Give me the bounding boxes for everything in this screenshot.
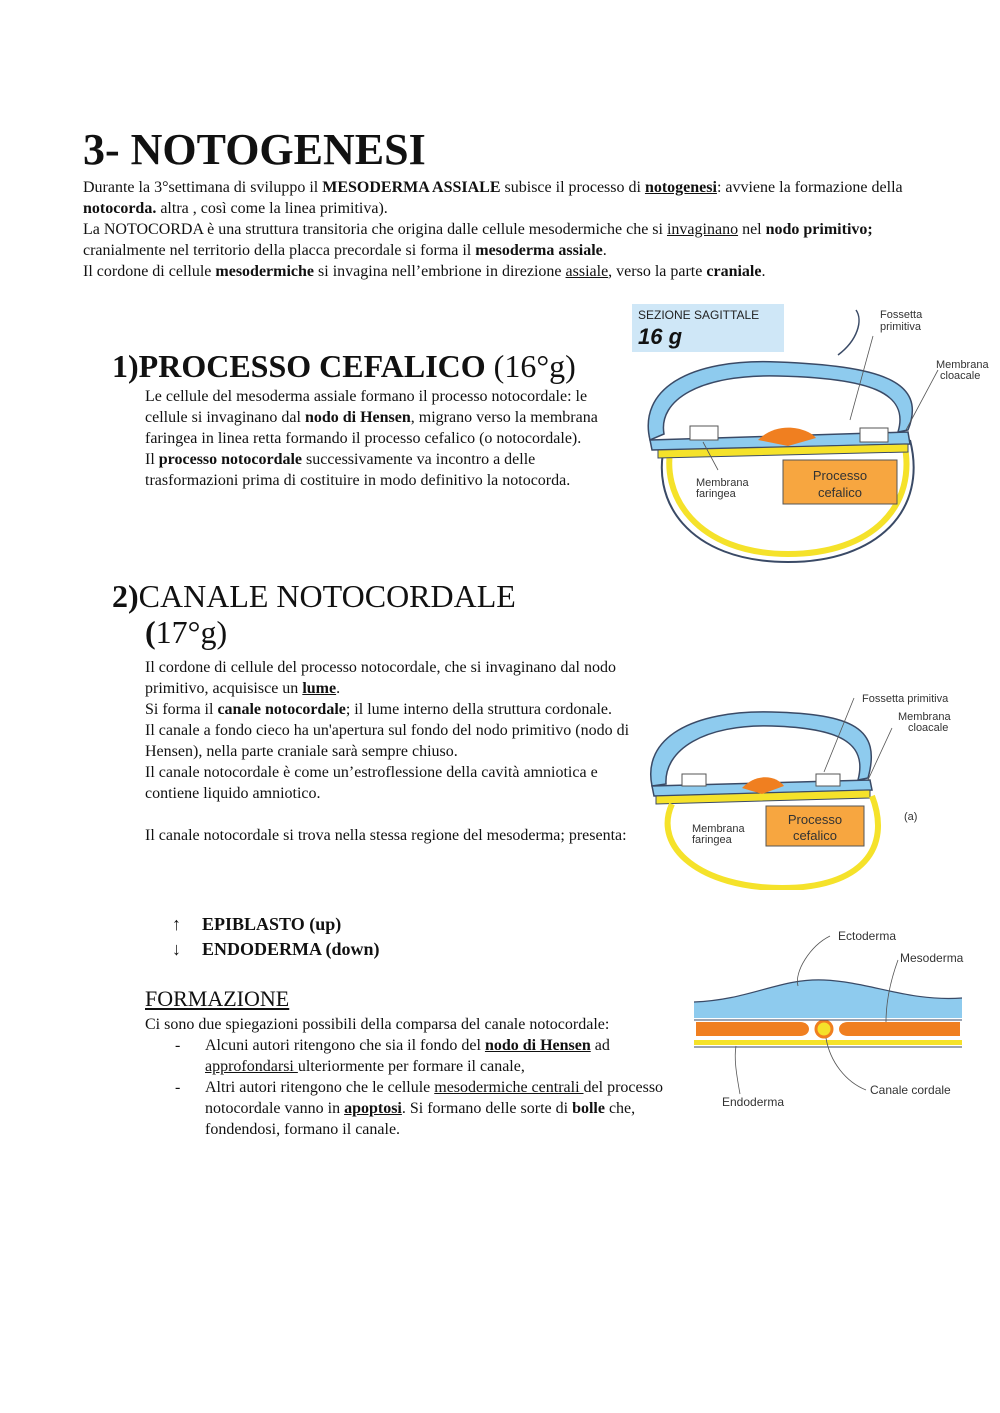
section2-paragraph-1: Il cordone di cellule del processo notocordale, che si invaginano dal nodo primitivo, acquisisce un lume. [145,659,616,697]
page-title: 3- NOTOGENESI [83,125,426,174]
layer-item-endoderma: ↓ ENDODERMA (down) [172,937,380,962]
figure2-box-line1: Processo [787,812,843,827]
section2-paragraph-4: Il canale notocordale è come un’estroflessione della cavità amniotica e contiene liquido amniotico. [145,764,598,802]
figure2-box-line2: cefalico [792,828,838,843]
figure-canale-cordale-section [690,922,964,1112]
figure-canale-notocordale [642,688,962,890]
figure3-label-ectoderma: Ectoderma [838,929,897,943]
figure3-pointer-endoderma [735,1046,740,1094]
section1-heading: 1)PROCESSO CEFALICO (16°g) [112,348,576,384]
figure2-label-faringea: faringea [692,834,732,846]
figure3-label-endoderma: Endoderma [722,1095,785,1109]
figure2-label-membrana-cl: Membrana [898,711,951,723]
section2-heading: 2)CANALE NOTOCORDALE (17°g) [112,578,516,650]
figure1-box-line2: cefalico [817,485,863,500]
section2-paragraph-2: Si forma il canale notocordale; il lume interno della struttura cordonale. [145,701,612,718]
section2-paragraph-3: Il canale a fondo cieco ha un'apertura sul fondo del nodo primitivo (nodo di Hensen), nella parte craniale sarà sempre chiuso. [145,722,630,760]
up-arrow-icon: ↑ [172,914,181,934]
figure1-label-membrana-cl: Membrana [936,359,989,371]
figure1-membrana-faringea-mark [690,426,718,440]
figure3-ectoderm [694,980,962,1018]
figure1-label-primitiva: primitiva [880,321,921,333]
list-item: - Altri autori ritengono che le cellule mesodermiche centrali del processo notocordale vanno in apoptosi. Si formano delle sorte di bolle che, fondendosi, formano il canale. [175,1079,664,1138]
figure2-membrana-cloacale-mark [816,774,840,786]
figure1-membrana-cloacale-mark [860,428,888,442]
layer-item-epiblasto: ↑ EPIBLASTO (up) [172,912,380,937]
figure3-endoderm [694,1040,962,1045]
figure1-label-cloacale: cloacale [940,370,981,382]
intro-line-2: La NOTOCORDA è una struttura transitoria che origina dalle cellule mesodermiche che si invaginano nel nodo primitivo; cranialmente nel territorio della placca precordale si forma il mesoderma assiale. [83,221,873,259]
down-arrow-icon: ↓ [172,939,181,959]
section1-body [145,386,613,491]
section1-paragraph-2: Il processo notocordale successivamente va incontro a delle trasformazioni prima di costituire in modo definitivo la notocorda. [145,451,571,489]
figure1-day: 16 g [638,324,683,349]
list-item: - Alcuni autori ritengono che sia il fondo del nodo di Hensen ad approfondarsi ulteriormente per formare il canale, [175,1037,610,1075]
section1-paragraph-1: Le cellule del mesoderma assiale formano il processo notocordale: le cellule si invaginano dal nodo di Hensen, migrano verso la membrana faringea in linea retta formando il processo cefalico (o notocordale). [145,388,598,447]
intro-line-1: Durante la 3°settimana di sviluppo il MESODERMA ASSIALE subisce il processo di notogenesi: avviene la formazione della notocorda. altra , così come la linea primitiva). [83,179,903,217]
figure2-label-cloacale: cloacale [908,722,949,734]
layer-list [172,912,380,962]
intro-line-3: Il cordone di cellule mesodermiche si invagina nell’embrione in direzione assiale, verso la parte craniale. [83,263,766,280]
figure3-label-mesoderma: Mesoderma [900,951,964,965]
figure1-stalk [838,310,859,355]
figure1-label-faringea: faringea [696,488,736,500]
figure1-label-membrana-f: Membrana [696,477,749,489]
formazione-list [145,1035,675,1140]
figure2-label-fossetta: Fossetta primitiva [862,693,949,705]
figure1-label-fossetta: Fossetta [880,309,923,321]
intro-text [83,177,943,282]
figure3-mesoderm-right [839,1022,960,1036]
figure1-header: SEZIONE SAGITTALE [638,308,760,322]
figure2-tag: (a) [904,811,918,823]
figure-sagittal-16g [628,300,998,572]
formazione-intro: Ci sono due spiegazioni possibili della comparsa del canale notocordale: [145,1016,610,1033]
figure1-box-line1: Processo [812,468,868,483]
figure2-membrana-faringea-mark [682,774,706,786]
figure3-label-canale: Canale cordale [870,1083,951,1097]
figure2-label-membrana-f: Membrana [692,823,745,835]
formazione-body [145,1014,675,1140]
figure3-pointer-canale [826,1038,866,1090]
figure3-mesoderm-left [696,1022,809,1036]
section2-body [145,657,635,846]
figure3-pointer-ectoderma [797,936,830,986]
section2-paragraph-5: Il canale notocordale si trova nella stessa regione del mesoderma; presenta: [145,827,627,844]
figure3-canale [816,1021,832,1037]
formazione-heading: FORMAZIONE [145,986,290,1011]
